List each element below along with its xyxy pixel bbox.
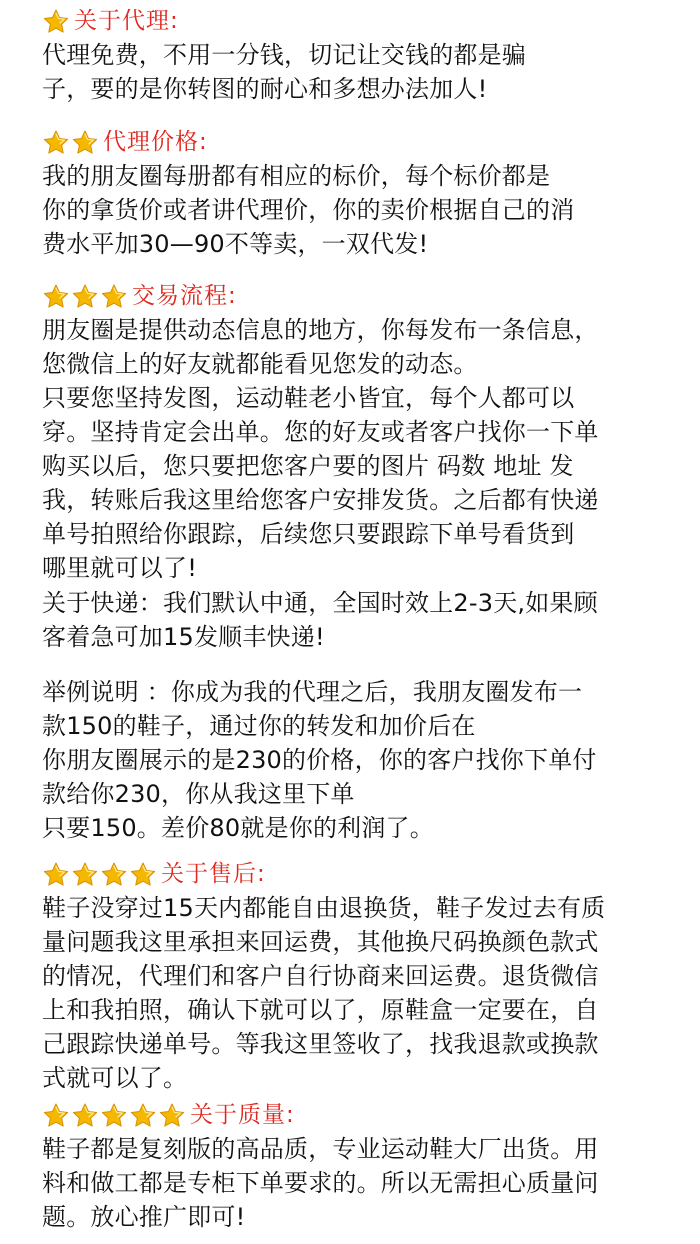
star-icon [42, 129, 70, 156]
body-line: 量问题我这里承担来回运费，其他换尺码换颜色款式 [42, 928, 599, 956]
body-line: 哪里就可以了! [42, 554, 198, 582]
section-trade-process [42, 279, 672, 585]
star-icon [71, 861, 99, 888]
star-icon [42, 861, 70, 888]
star-icon [158, 1102, 186, 1129]
body-line: 你的拿货价或者讲代理价，你的卖价根据自己的消 [42, 196, 575, 224]
section-about-agent [42, 4, 672, 106]
body-line: 题。放心推广即可! [42, 1203, 246, 1231]
body-line: 的情况，代理们和客户自行协商来回运费。退货微信 [42, 962, 599, 990]
star-rating [42, 1102, 187, 1129]
body-line: 朋友圈是提供动态信息的地方，你每发布一条信息， [42, 316, 599, 344]
body-line: 己跟踪快递单号。等我这里签收了，找我退款或换款 [42, 1030, 599, 1058]
body-line: 上和我拍照，确认下就可以了，原鞋盒一定要在，自 [42, 996, 599, 1024]
body-line: 只要您坚持发图，运动鞋老小皆宜，每个人都可以 [42, 384, 575, 412]
section-title: 关于代理: [74, 8, 179, 34]
star-rating [42, 283, 129, 310]
star-icon [42, 283, 70, 310]
section-after-sales [42, 857, 672, 1095]
section-heading-row [42, 857, 672, 891]
body-line: 料和做工都是专柜下单要求的。所以无需担心质量问 [42, 1169, 599, 1197]
body-line: 子，要的是你转图的耐心和多想办法加人! [42, 75, 488, 103]
section-title: 代理价格: [103, 129, 208, 155]
section-quality [42, 1098, 672, 1234]
body-line: 鞋子都是复刻版的高品质，专业运动鞋大厂出货。用 [42, 1135, 599, 1163]
section-title: 交易流程: [132, 283, 237, 309]
body-line: 你朋友圈展示的是230的价格，你的客户找你下单付 [42, 746, 597, 774]
section-title: 关于售后: [161, 861, 266, 887]
body-line: 款给你230，你从我这里下单 [42, 780, 355, 808]
section-shipping [42, 586, 672, 654]
star-icon [42, 8, 70, 35]
section-title: 关于质量: [190, 1102, 295, 1128]
section-example [42, 675, 672, 845]
star-icon [71, 283, 99, 310]
body-line: 款150的鞋子，通过你的转发和加价后在 [42, 712, 476, 740]
star-icon [100, 1102, 128, 1129]
star-icon [42, 1102, 70, 1129]
body-line: 客着急可加15发顺丰快递! [42, 623, 325, 651]
star-rating [42, 8, 71, 35]
star-icon [100, 861, 128, 888]
body-line: 我，转账后我这里给您客户安排发货。之后都有快递 [42, 486, 599, 514]
body-line: 我的朋友圈每册都有相应的标价，每个标价都是 [42, 162, 551, 190]
body-line: 单号拍照给你跟踪，后续您只要跟踪下单号看货到 [42, 520, 575, 548]
star-icon [100, 283, 128, 310]
body-line: 关于快递：我们默认中通，全国时效上2-3天,如果顾 [42, 589, 598, 617]
star-icon [71, 1102, 99, 1129]
section-agent-price [42, 125, 672, 261]
section-heading-row [42, 279, 672, 313]
body-line: 只要150。差价80就是你的利润了。 [42, 814, 434, 842]
body-line: 代理免费，不用一分钱，切记让交钱的都是骗 [42, 41, 526, 69]
star-rating [42, 861, 158, 888]
section-heading-row [42, 4, 672, 38]
body-line: 购买以后，您只要把您客户要的图片 码数 地址 发 [42, 452, 574, 480]
body-line: 鞋子没穿过15天内都能自由退换货，鞋子发过去有质 [42, 894, 606, 922]
section-heading-row [42, 1098, 672, 1132]
body-line: 费水平加30—90不等卖，一双代发! [42, 230, 429, 258]
section-heading-row [42, 125, 672, 159]
star-icon [129, 861, 157, 888]
body-line: 举例说明 ：你成为我的代理之后，我朋友圈发布一 [42, 678, 583, 706]
body-line: 您微信上的好友就都能看见您发的动态。 [42, 350, 478, 378]
body-line: 穿。坚持肯定会出单。您的好友或者客户找你一下单 [42, 418, 599, 446]
star-rating [42, 129, 100, 156]
body-line: 式就可以了。 [42, 1064, 188, 1092]
star-icon [129, 1102, 157, 1129]
star-icon [71, 129, 99, 156]
